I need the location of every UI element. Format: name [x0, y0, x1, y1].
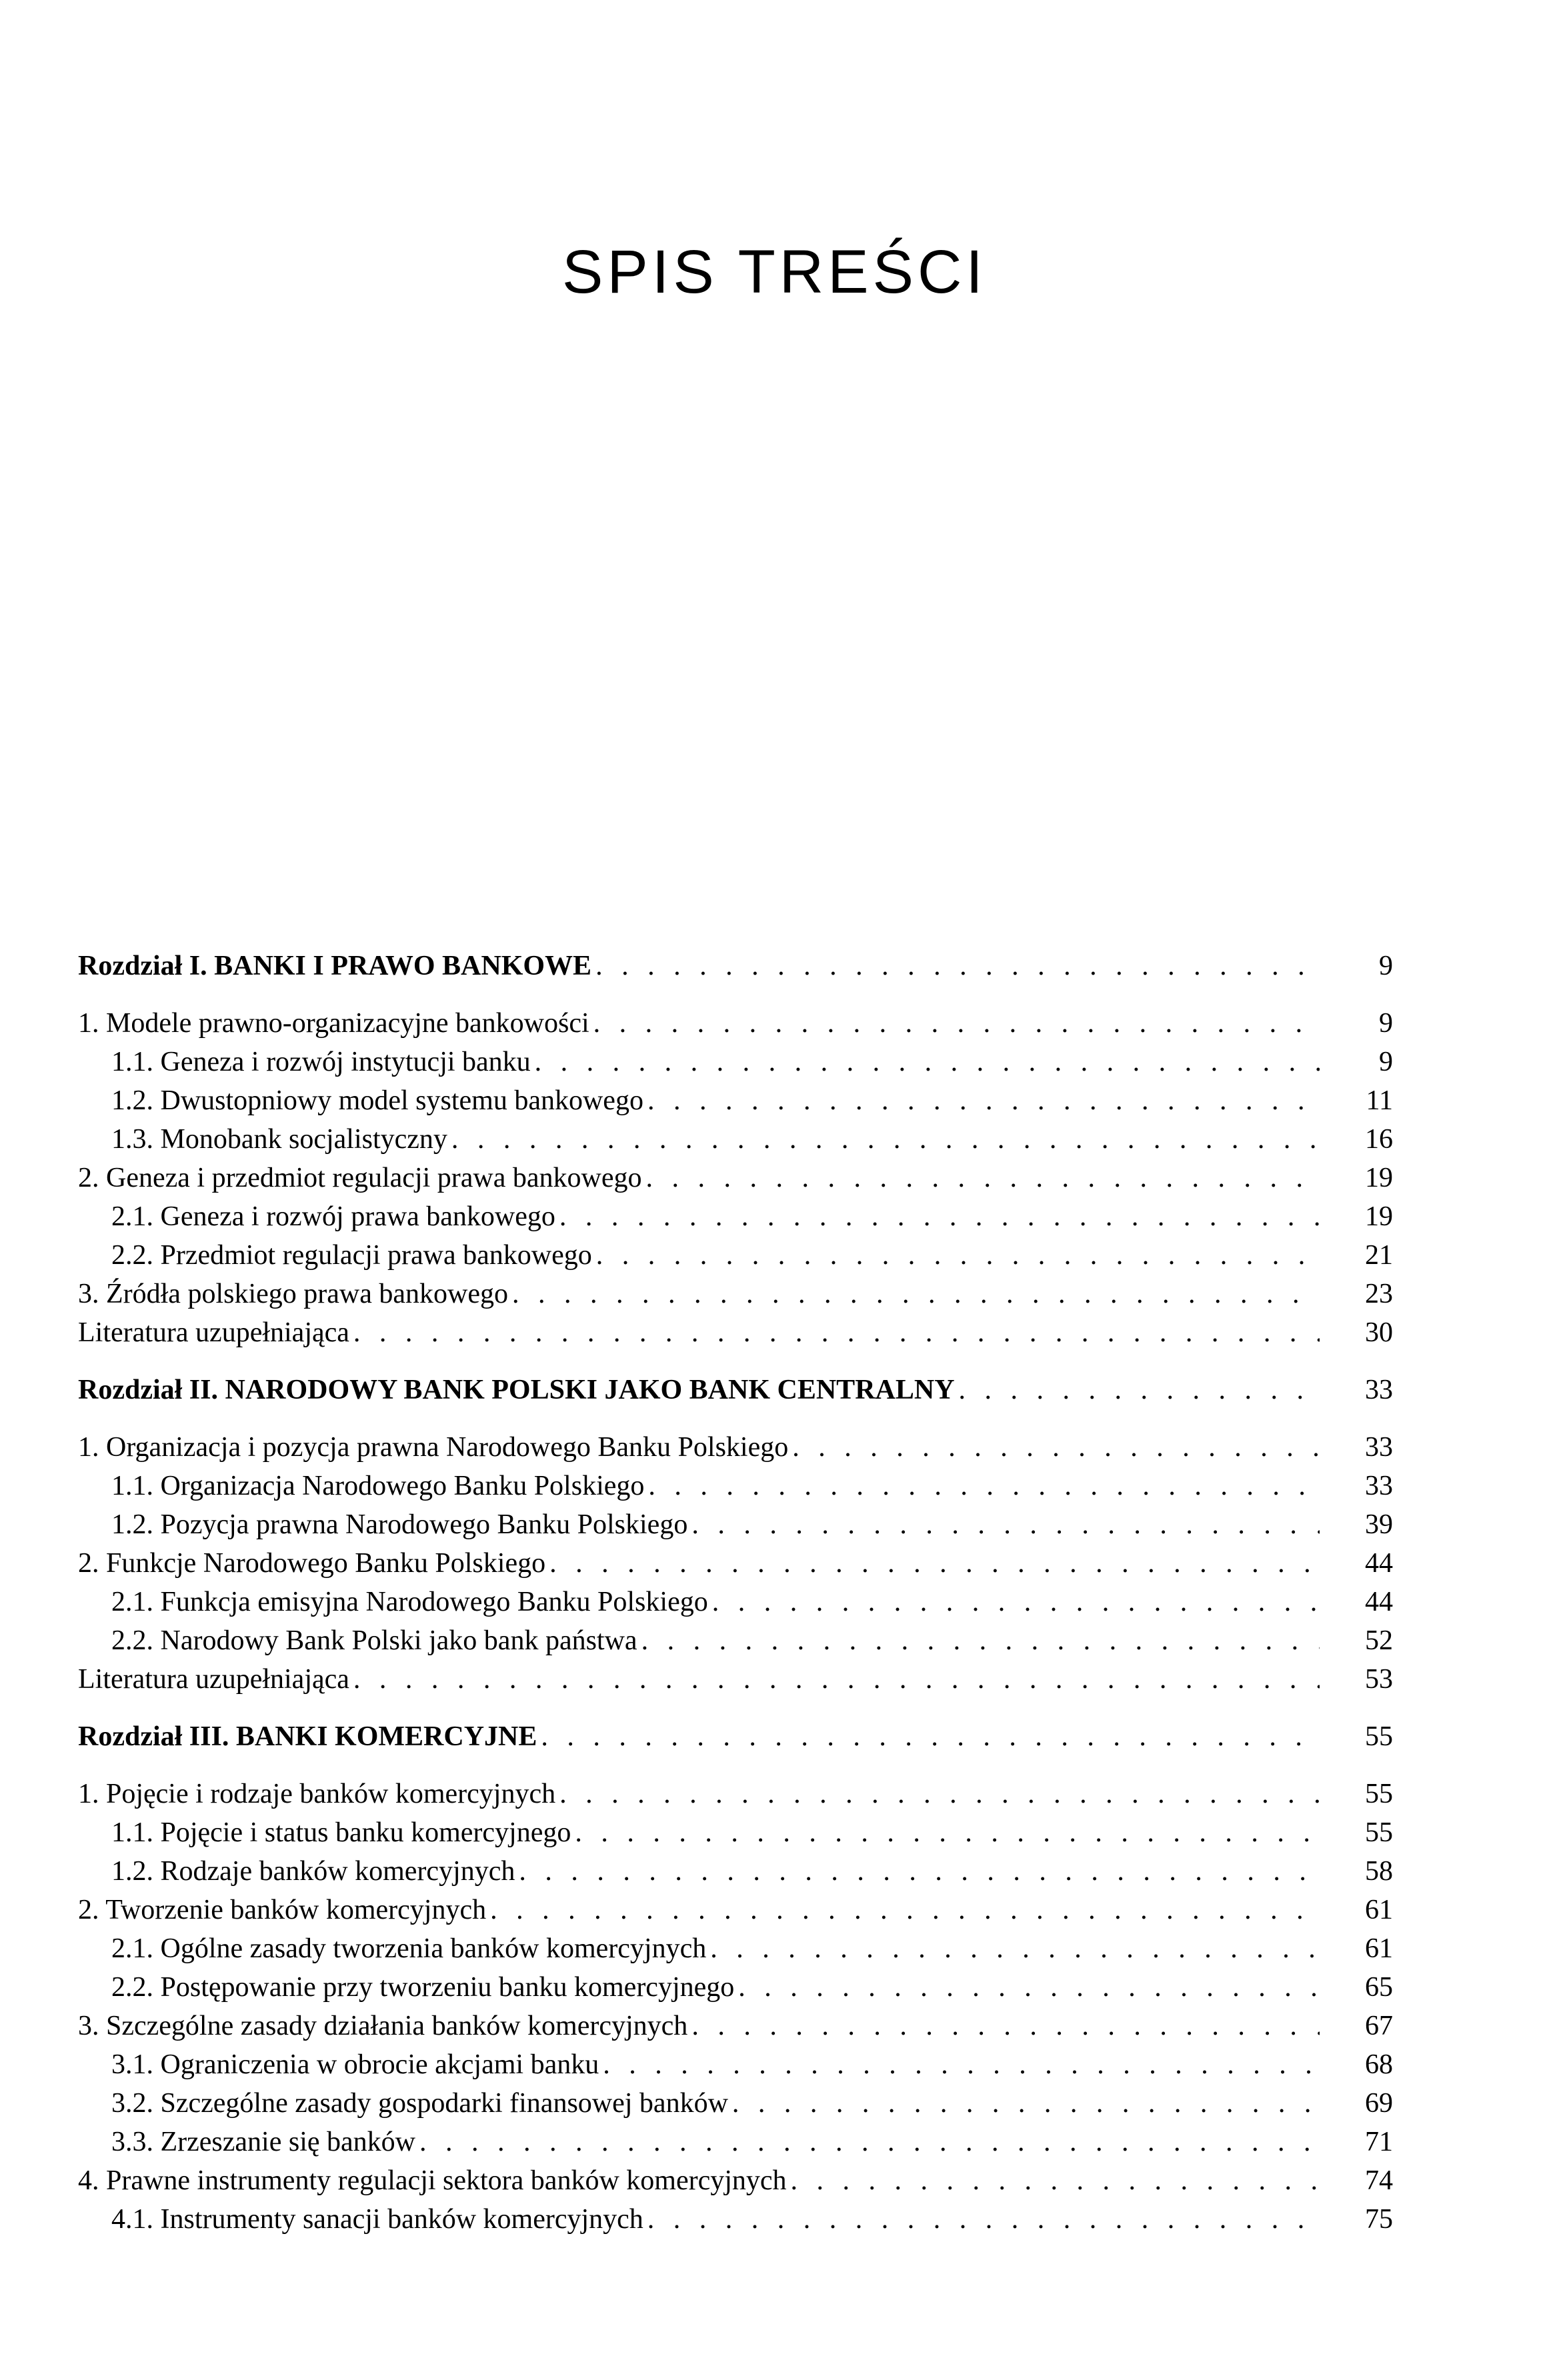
- chapter-heading-label: [78, 1371, 959, 1409]
- toc-entry[interactable]: [78, 1159, 1393, 1197]
- chapter-section: [78, 1717, 1393, 2239]
- dot-leader: [575, 1813, 1320, 1852]
- dot-leader: [512, 1275, 1320, 1313]
- dot-leader: [738, 1968, 1320, 2007]
- toc-entry-title: 3.3. Zrzeszanie się banków: [111, 2127, 415, 2157]
- toc-entry[interactable]: [78, 1660, 1393, 1699]
- chapter-number: Rozdział I.: [78, 951, 207, 981]
- dot-leader: [541, 1717, 1320, 1756]
- page-number: 53: [1365, 1664, 1393, 1695]
- toc-entry[interactable]: [78, 1544, 1393, 1583]
- page-number: 16: [1365, 1124, 1393, 1155]
- page-title: SPIS TREŚCI: [562, 237, 987, 306]
- toc-entry[interactable]: [78, 1081, 1393, 1120]
- page-number: 55: [1365, 1817, 1393, 1848]
- toc-entry[interactable]: [78, 1043, 1393, 1081]
- toc-entry-title: 1.1. Pojęcie i status banku komercyjnego: [111, 1817, 571, 1848]
- chapter-number: Rozdział II.: [78, 1375, 218, 1405]
- toc-entry-title: 1.2. Pozycja prawna Narodowego Banku Polskiego: [111, 1509, 688, 1540]
- dot-leader: [647, 1081, 1320, 1120]
- page-number: 33: [1365, 1375, 1393, 1405]
- toc-entry-title: 2. Geneza i przedmiot regulacji prawa bankowego: [78, 1163, 642, 1193]
- page-number: 21: [1365, 1240, 1393, 1271]
- toc-entry-title: Literatura uzupełniająca: [78, 1317, 349, 1348]
- toc-entry-title: 1. Modele prawno-organizacyjne bankowości: [78, 1008, 589, 1039]
- toc-entry-title: 3.1. Ograniczenia w obrocie akcjami banku: [111, 2049, 599, 2080]
- toc-entry-title: 2.2. Postępowanie przy tworzeniu banku komercyjnego: [111, 1972, 735, 2003]
- page-number: 33: [1365, 1432, 1393, 1463]
- toc-entry-title: 1.1. Geneza i rozwój instytucji banku: [111, 1047, 531, 1077]
- dot-leader: [691, 2007, 1320, 2045]
- dot-leader: [791, 2161, 1320, 2200]
- toc-entry-title: 1. Pojęcie i rodzaje banków komercyjnych: [78, 1779, 556, 1809]
- chapter-heading[interactable]: [78, 947, 1393, 985]
- page-number: 9: [1379, 1047, 1393, 1077]
- dot-leader: [732, 2084, 1320, 2123]
- toc-entry[interactable]: [78, 1891, 1393, 1929]
- toc-entry[interactable]: [78, 1852, 1393, 1891]
- page-number: 68: [1365, 2049, 1393, 2080]
- toc-entry[interactable]: [78, 1004, 1393, 1043]
- dot-leader: [710, 1929, 1320, 1968]
- toc-entry-title: 2. Tworzenie banków komercyjnych: [78, 1895, 487, 1925]
- dot-leader: [549, 1544, 1320, 1583]
- chapter-title: NARODOWY BANK POLSKI JAKO BANK CENTRALNY: [225, 1375, 955, 1405]
- toc-entry[interactable]: [78, 1929, 1393, 1968]
- toc-entry[interactable]: [78, 2123, 1393, 2161]
- toc-entry-title: 1.2. Dwustopniowy model systemu bankowego: [111, 1085, 643, 1116]
- dot-leader: [451, 1120, 1320, 1159]
- toc-entry-title: 1.3. Monobank socjalistyczny: [111, 1124, 447, 1155]
- page-number: 44: [1365, 1587, 1393, 1617]
- dot-leader: [691, 1505, 1320, 1544]
- toc-entry[interactable]: [78, 1968, 1393, 2007]
- dot-leader: [593, 1004, 1320, 1043]
- toc-entry[interactable]: [78, 1505, 1393, 1544]
- table-of-contents: [78, 947, 1393, 2239]
- page-number: 52: [1365, 1625, 1393, 1656]
- chapter-heading-label: [78, 947, 595, 985]
- toc-entry-title: 2.1. Ogólne zasady tworzenia banków komercyjnych: [111, 1933, 707, 1964]
- dot-leader: [603, 2045, 1320, 2084]
- dot-leader: [519, 1852, 1320, 1891]
- dot-leader: [596, 1236, 1320, 1275]
- toc-entry[interactable]: [78, 1275, 1393, 1313]
- toc-entry[interactable]: [78, 1236, 1393, 1275]
- page-number: 65: [1365, 1972, 1393, 2003]
- toc-entry[interactable]: [78, 2045, 1393, 2084]
- chapter-heading[interactable]: [78, 1717, 1393, 1756]
- page-number: 9: [1379, 1008, 1393, 1039]
- dot-leader: [559, 1197, 1320, 1236]
- toc-entry[interactable]: [78, 1313, 1393, 1352]
- toc-entry-title: 2. Funkcje Narodowego Banku Polskiego: [78, 1548, 546, 1579]
- toc-entry[interactable]: [78, 1813, 1393, 1852]
- chapter-section: [78, 1371, 1393, 1699]
- dot-leader: [645, 1159, 1320, 1197]
- page-number: 74: [1365, 2165, 1393, 2196]
- dot-leader: [419, 2123, 1320, 2161]
- page-number: 44: [1365, 1548, 1393, 1579]
- page-number: 19: [1365, 1201, 1393, 1232]
- page-number: 58: [1365, 1856, 1393, 1887]
- toc-entry-title: 4. Prawne instrumenty regulacji sektora banków komercyjnych: [78, 2165, 787, 2196]
- page-number: 61: [1365, 1933, 1393, 1964]
- page-number: 19: [1365, 1163, 1393, 1193]
- toc-entry-title: Literatura uzupełniająca: [78, 1664, 349, 1695]
- page-number: 55: [1365, 1721, 1393, 1752]
- chapter-number: Rozdział III.: [78, 1721, 229, 1752]
- dot-leader: [559, 1775, 1320, 1813]
- dot-leader: [535, 1043, 1320, 1081]
- dot-leader: [712, 1583, 1320, 1621]
- toc-entry[interactable]: [78, 2161, 1393, 2200]
- page-number: 39: [1365, 1509, 1393, 1540]
- toc-entry[interactable]: [78, 2007, 1393, 2045]
- page-number: 67: [1365, 2011, 1393, 2041]
- page-number: 55: [1365, 1779, 1393, 1809]
- toc-entry-title: 4.1. Instrumenty sanacji banków komercyjnych: [111, 2204, 643, 2235]
- page-number: 71: [1365, 2127, 1393, 2157]
- toc-entry[interactable]: [78, 2200, 1393, 2239]
- dot-leader: [595, 947, 1320, 985]
- dot-leader: [353, 1313, 1320, 1352]
- chapter-heading-label: [78, 1717, 541, 1756]
- toc-entry-title: 2.1. Funkcja emisyjna Narodowego Banku Polskiego: [111, 1587, 708, 1617]
- toc-entry-title: 2.2. Przedmiot regulacji prawa bankowego: [111, 1240, 592, 1271]
- toc-entry[interactable]: [78, 2084, 1393, 2123]
- chapter-section: [78, 947, 1393, 1352]
- toc-entry[interactable]: [78, 1583, 1393, 1621]
- toc-entry[interactable]: [78, 1467, 1393, 1505]
- toc-entry[interactable]: [78, 1621, 1393, 1660]
- page-number: 11: [1366, 1085, 1393, 1116]
- toc-entry[interactable]: [78, 1197, 1393, 1236]
- toc-entry[interactable]: [78, 1428, 1393, 1467]
- page-number: 30: [1365, 1317, 1393, 1348]
- toc-entry-title: 3. Źródła polskiego prawa bankowego: [78, 1279, 508, 1309]
- dot-leader: [959, 1371, 1320, 1409]
- chapter-title: BANKI KOMERCYJNE: [235, 1721, 537, 1752]
- toc-entry-title: 2.1. Geneza i rozwój prawa bankowego: [111, 1201, 555, 1232]
- page-number: 61: [1365, 1895, 1393, 1925]
- toc-entry-title: 3.2. Szczególne zasady gospodarki finansowej banków: [111, 2088, 728, 2119]
- page-number: 9: [1379, 951, 1393, 981]
- chapter-heading[interactable]: [78, 1371, 1393, 1409]
- dot-leader: [641, 1621, 1320, 1660]
- chapter-title: BANKI I PRAWO BANKOWE: [214, 951, 592, 981]
- page-number: 33: [1365, 1471, 1393, 1501]
- toc-entry-title: 2.2. Narodowy Bank Polski jako bank państwa: [111, 1625, 637, 1656]
- page-number: 75: [1365, 2204, 1393, 2235]
- page-number: 69: [1365, 2088, 1393, 2119]
- toc-entry-title: 1.1. Organizacja Narodowego Banku Polskiego: [111, 1471, 645, 1501]
- dot-leader: [792, 1428, 1320, 1467]
- dot-leader: [647, 2200, 1320, 2239]
- page-number: 23: [1365, 1279, 1393, 1309]
- dot-leader: [648, 1467, 1320, 1505]
- toc-entry[interactable]: [78, 1775, 1393, 1813]
- toc-entry-title: 1.2. Rodzaje banków komercyjnych: [111, 1856, 515, 1887]
- toc-entry-title: 1. Organizacja i pozycja prawna Narodowego Banku Polskiego: [78, 1432, 789, 1463]
- dot-leader: [490, 1891, 1320, 1929]
- toc-entry-title: 3. Szczególne zasady działania banków komercyjnych: [78, 2011, 688, 2041]
- dot-leader: [353, 1660, 1320, 1699]
- toc-entry[interactable]: [78, 1120, 1393, 1159]
